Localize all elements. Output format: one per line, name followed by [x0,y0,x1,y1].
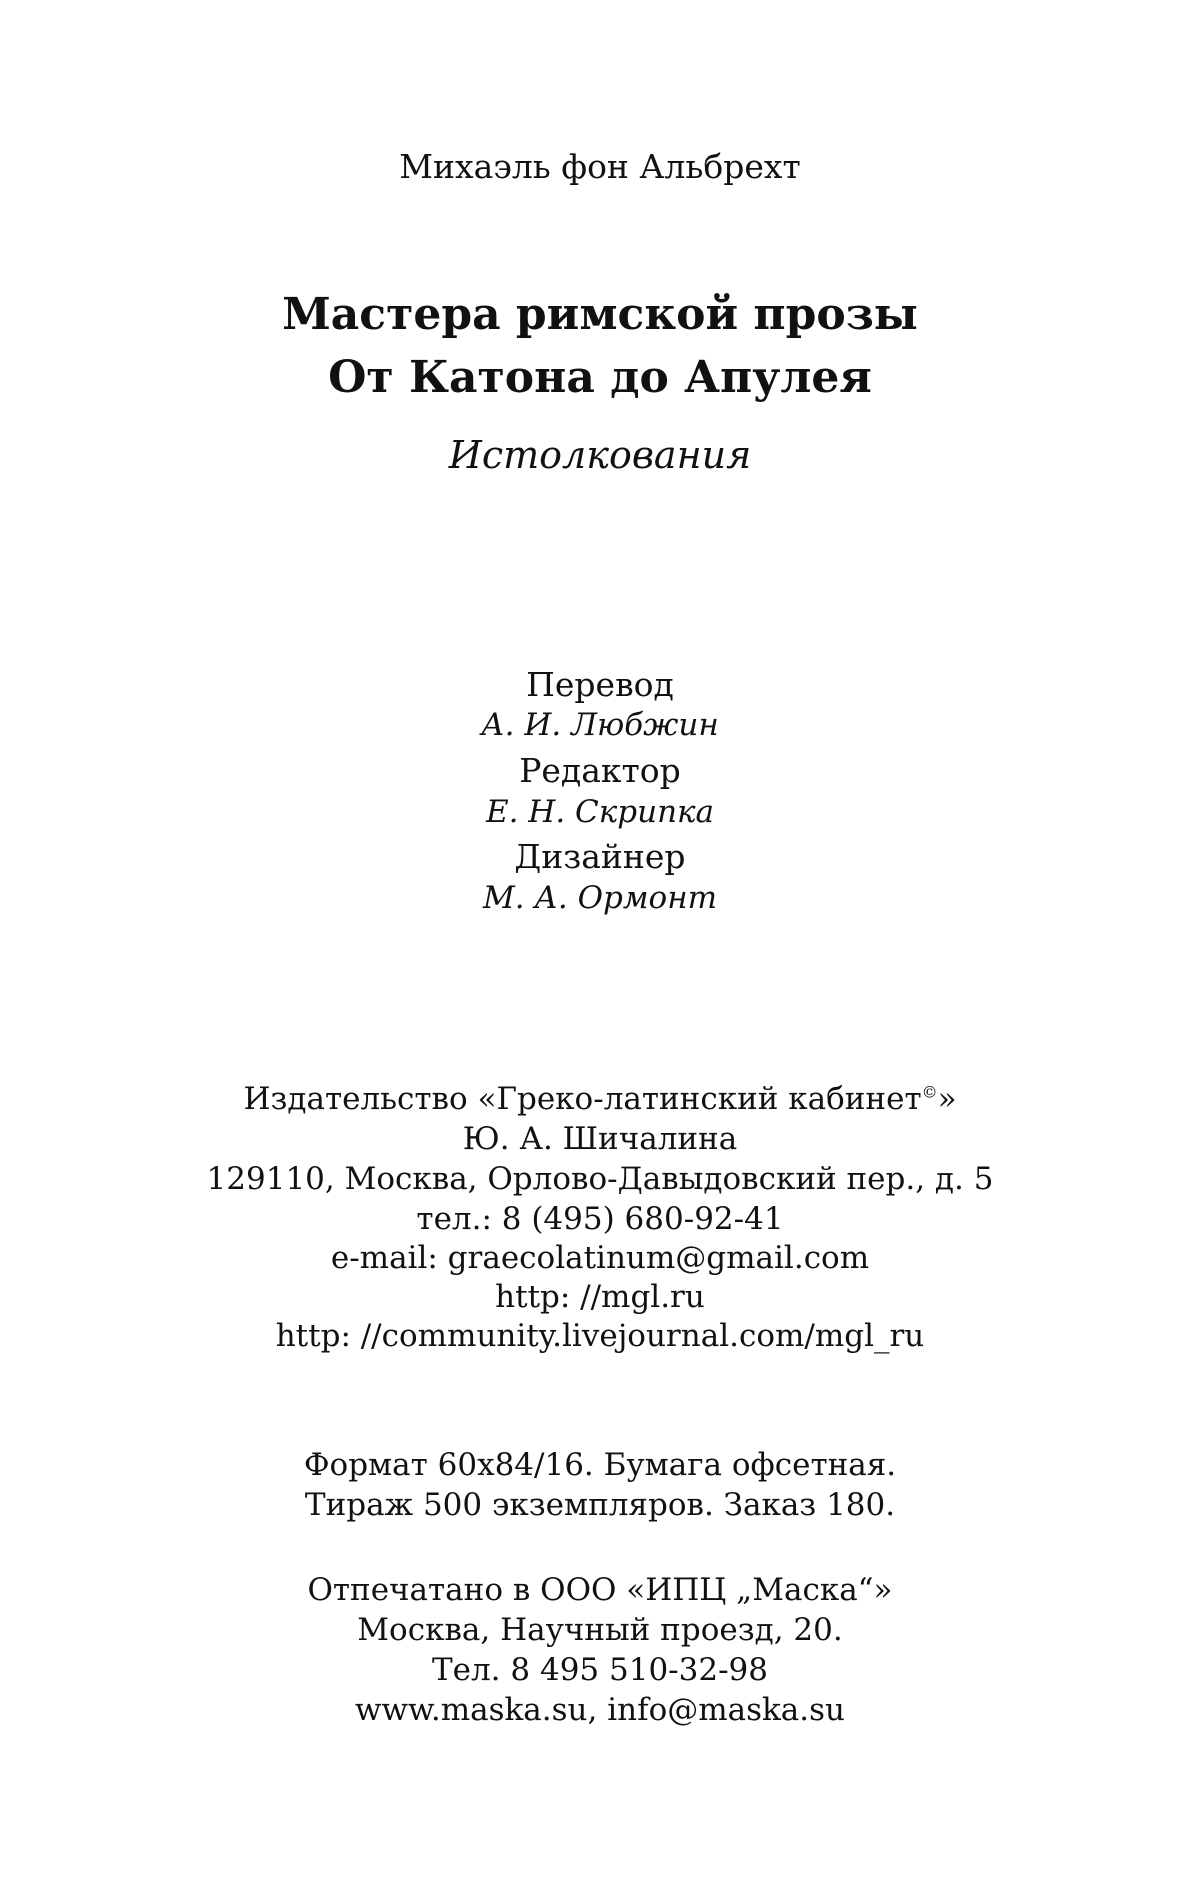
credit-role-designer: Дизайнер [514,837,686,876]
credit-name-editor: Е. Н. Скрипка [485,794,715,830]
publisher-name [0,1081,1200,1117]
printer-phone: Тел. 8 495 510-32-98 [431,1652,769,1688]
publisher-email: e-mail: graecolatinum@gmail.com [330,1240,870,1276]
printer-address: Москва, Научный проезд, 20. [357,1612,843,1648]
credit-name-translator: А. И. Любжин [481,707,719,743]
author-name: Михаэль фон Альбрехт [399,147,801,186]
publisher-community-link: http: //community.livejournal.com/mgl_ru [275,1318,925,1354]
book-title-line-1: Мастера римской прозы [282,289,918,340]
book-subtitle: Истолкования [448,433,752,477]
publisher-address: 129110, Москва, Орлово-Давыдовский пер., д. 5 [206,1161,994,1197]
publisher-site: http: //mgl.ru [495,1279,705,1315]
publisher-name-prefix: Издательство «Греко-латинский кабинет [243,1081,922,1117]
credit-role-translation: Перевод [526,665,674,704]
printer-name: Отпечатано в ООО «ИПЦ „Маска“» [307,1572,893,1608]
copyright-mark: © [921,1082,938,1102]
publisher-name-suffix: » [937,1081,957,1117]
printer-web: www.maska.su, info@maska.su [354,1692,846,1728]
publisher-owner: Ю. А. Шичалина [462,1121,738,1157]
credit-role-editor: Редактор [519,751,681,790]
book-title-line-2: От Катона до Апулея [328,352,872,403]
publisher-phone: тел.: 8 (495) 680-92-41 [416,1201,784,1237]
print-format: Формат 60x84/16. Бумага офсетная. [303,1447,897,1483]
credit-name-designer: М. А. Ормонт [482,880,718,916]
print-run: Тираж 500 экземпляров. Заказ 180. [304,1487,896,1523]
